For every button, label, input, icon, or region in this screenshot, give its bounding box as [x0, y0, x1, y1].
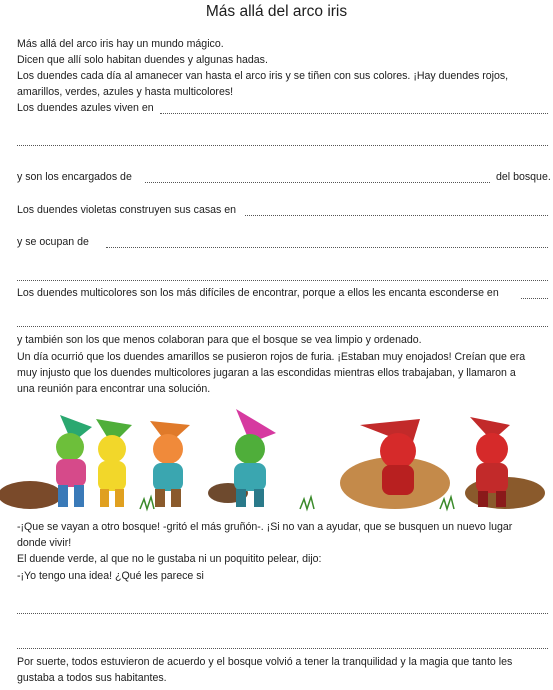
question-label-end: del bosque.	[496, 171, 551, 183]
answer-line[interactable]	[17, 326, 548, 327]
yellow-gnome-icon	[96, 419, 132, 507]
paragraph-line: Más allá del arco iris hay un mundo mágico.	[17, 38, 224, 50]
answer-line[interactable]	[106, 247, 548, 248]
paragraph-line: muy injusto que los duendes multicolores jugaran a las escondidas mientras ellos trabajaban, y llamaron a	[17, 367, 516, 379]
answer-line[interactable]	[521, 298, 548, 299]
orange-gnome-icon	[150, 421, 190, 507]
dialogue-line: El duende verde, al que no le gustaba ni un poquitito pelear, dijo:	[17, 553, 322, 565]
answer-line[interactable]	[17, 145, 548, 146]
paragraph-line: Los duendes cada día al amanecer van hasta el arco iris y se tiñen con sus colores. ¡Hay duendes rojos,	[17, 70, 509, 82]
paragraph-line: y también son los que menos colaboran para que el bosque se vea limpio y ordenado.	[17, 334, 422, 346]
question-label: Los duendes multicolores son los más difíciles de encontrar, porque a ellos les encanta esconderse en	[17, 287, 499, 299]
question-label: Los duendes violetas construyen sus casas en	[17, 204, 237, 216]
question-label: Los duendes azules viven en	[17, 102, 154, 114]
question-label: y son los encargados de	[17, 171, 132, 183]
dialogue-line: -¡Yo tengo una idea! ¿Qué les parece si	[17, 570, 204, 582]
paragraph-line: una reunión para encontrar una solución.	[17, 383, 211, 395]
dialogue-line: donde vivir!	[17, 537, 72, 549]
answer-line[interactable]	[160, 113, 548, 114]
dialogue-line: -¡Que se vayan a otro bosque! -gritó el más gruñón-. ¡Si no van a ayudar, que se busquen un nuevo lugar	[17, 521, 513, 533]
green-gnome-icon	[56, 415, 92, 507]
answer-line[interactable]	[145, 182, 490, 183]
question-label: y se ocupan de	[17, 236, 89, 248]
red-gnome-icon	[340, 419, 450, 509]
green-gnome-icon	[234, 409, 276, 507]
paragraph-line: amarillos, verdes, azules y hasta multicolores!	[17, 86, 234, 98]
page-title: Más allá del arco iris	[205, 3, 348, 20]
answer-line[interactable]	[17, 280, 548, 281]
answer-line[interactable]	[17, 613, 548, 614]
answer-line[interactable]	[17, 648, 548, 649]
rock-icon	[0, 481, 62, 509]
paragraph-line: Dicen que allí solo habitan duendes y algunas hadas.	[17, 54, 268, 66]
answer-line[interactable]	[245, 215, 548, 216]
paragraph-line: gustaba a todos sus habitantes.	[17, 672, 167, 684]
paragraph-line: Por suerte, todos estuvieron de acuerdo y el bosque volvió a tener la tranquilidad y la magia que tanto les	[17, 656, 513, 668]
gnomes-illustration	[0, 405, 553, 515]
paragraph-line: Un día ocurrió que los duendes amarillos se pusieron rojos de furia. ¡Estaban muy enojados! Creían que era	[17, 351, 526, 363]
